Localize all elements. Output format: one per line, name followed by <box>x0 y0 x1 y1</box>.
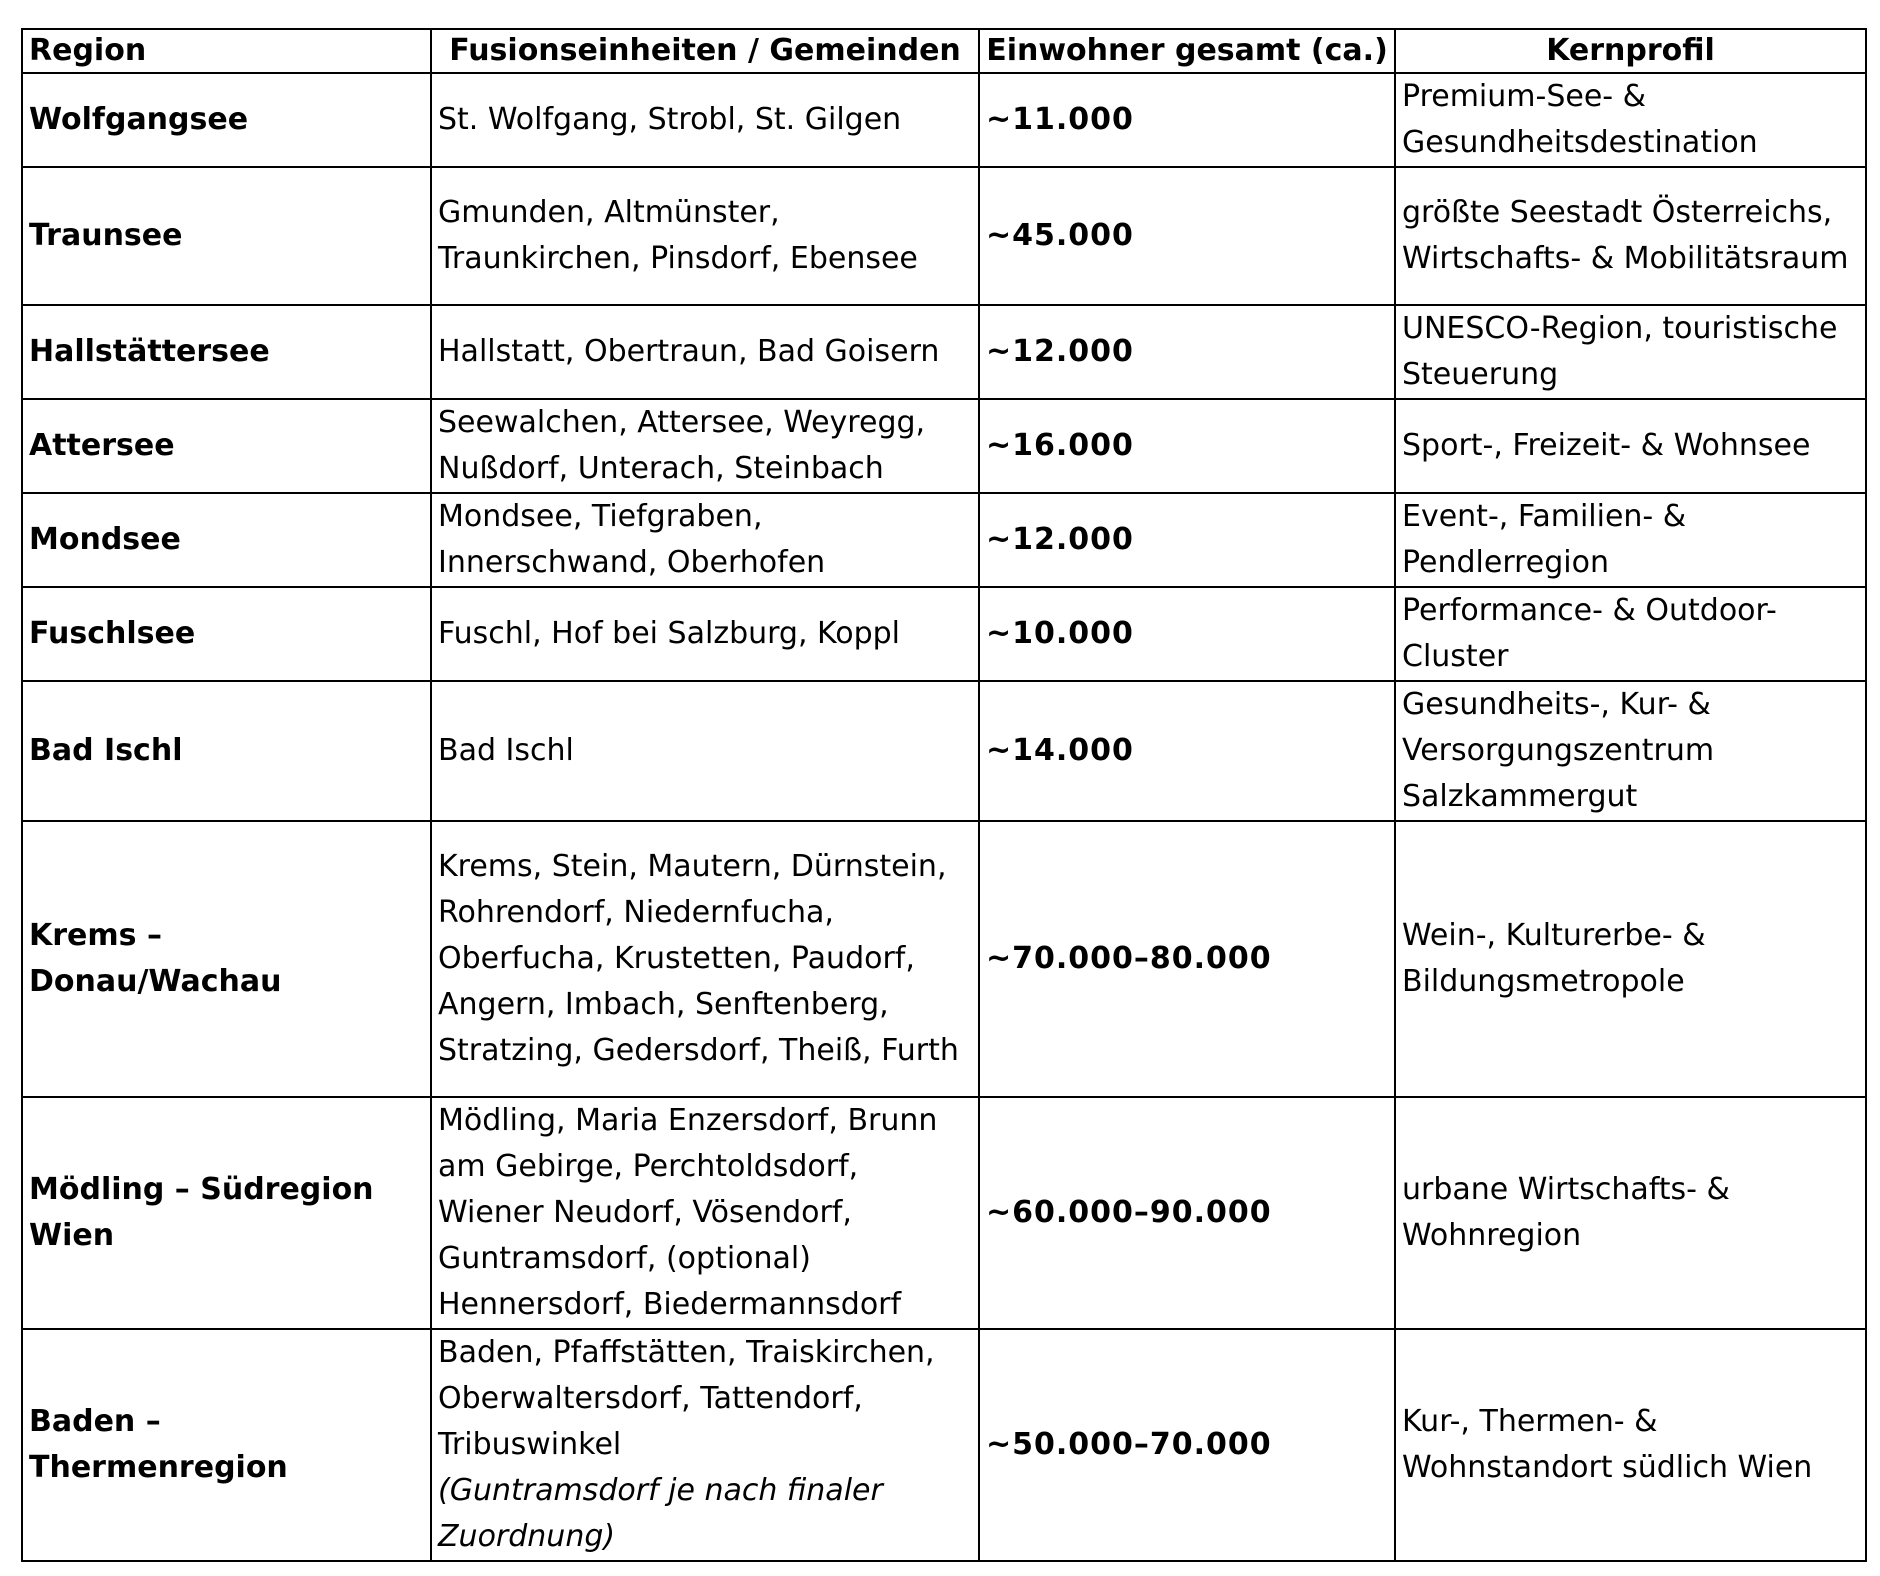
table-row <box>22 681 1866 821</box>
cell-gemeinden: Fuschl, Hof bei Salzburg, Koppl <box>431 587 979 681</box>
cell-gemeinden: St. Wolfgang, Strobl, St. Gilgen <box>431 73 979 167</box>
table-row <box>22 305 1866 399</box>
cell-einwohner: ~12.000 <box>979 305 1395 399</box>
cell-gemeinden: Krems, Stein, Mautern, Dürnstein, Rohrendorf, Niedernfucha, Oberfucha, Krustetten, Paudorf, Angern, Imbach, Senftenberg, Stratzing, Gedersdorf, Theiß, Furth <box>431 821 979 1097</box>
cell-kernprofil: Event-, Familien- & Pendlerregion <box>1395 493 1866 587</box>
cell-region: Attersee <box>22 399 431 493</box>
cell-einwohner: ~60.000–90.000 <box>979 1097 1395 1329</box>
header-kernprofil: Kernprofil <box>1395 29 1866 73</box>
cell-einwohner: ~12.000 <box>979 493 1395 587</box>
table-row <box>22 167 1866 305</box>
cell-einwohner: ~50.000–70.000 <box>979 1329 1395 1561</box>
table-row <box>22 73 1866 167</box>
table-row <box>22 399 1866 493</box>
cell-einwohner: ~16.000 <box>979 399 1395 493</box>
cell-gemeinden: Bad Ischl <box>431 681 979 821</box>
cell-einwohner: ~14.000 <box>979 681 1395 821</box>
cell-einwohner: ~70.000–80.000 <box>979 821 1395 1097</box>
table-row <box>22 1329 1866 1561</box>
cell-kernprofil: Kur-, Thermen- & Wohnstandort südlich Wien <box>1395 1329 1866 1561</box>
cell-gemeinden: Baden, Pfaffstätten, Traiskirchen, Oberwaltersdorf, Tattendorf, Tribuswinkel <box>438 1335 935 1462</box>
cell-einwohner: ~11.000 <box>979 73 1395 167</box>
cell-region: Mondsee <box>22 493 431 587</box>
cell-region: Baden – Thermenregion <box>22 1329 431 1561</box>
cell-region: Traunsee <box>22 167 431 305</box>
cell-gemeinden: Mondsee, Tiefgraben, Innerschwand, Oberhofen <box>431 493 979 587</box>
cell-gemeinden: Hallstatt, Obertraun, Bad Goisern <box>431 305 979 399</box>
cell-kernprofil: UNESCO-Region, touristische Steuerung <box>1395 305 1866 399</box>
table-header-row <box>22 29 1866 73</box>
table-row <box>22 1097 1866 1329</box>
cell-region: Wolfgangsee <box>22 73 431 167</box>
cell-kernprofil: größte Seestadt Österreichs, Wirtschafts- & Mobilitätsraum <box>1395 167 1866 305</box>
cell-einwohner: ~45.000 <box>979 167 1395 305</box>
header-region: Region <box>22 29 431 73</box>
cell-kernprofil: urbane Wirtschafts- & Wohnregion <box>1395 1097 1866 1329</box>
cell-region: Krems – Donau/Wachau <box>22 821 431 1097</box>
header-einwohner: Einwohner gesamt (ca.) <box>979 29 1395 73</box>
gemeinden-note: (Guntramsdorf je nach finaler Zuordnung) <box>438 1473 883 1554</box>
cell-gemeinden: Gmunden, Altmünster, Traunkirchen, Pinsdorf, Ebensee <box>431 167 979 305</box>
cell-kernprofil: Performance- & Outdoor-Cluster <box>1395 587 1866 681</box>
table-row <box>22 821 1866 1097</box>
cell-einwohner: ~10.000 <box>979 587 1395 681</box>
cell-region: Mödling – Südregion Wien <box>22 1097 431 1329</box>
cell-kernprofil: Sport-, Freizeit- & Wohnsee <box>1395 399 1866 493</box>
fusion-table <box>21 28 1867 1562</box>
cell-kernprofil: Gesundheits-, Kur- & Versorgungszentrum Salzkammergut <box>1395 681 1866 821</box>
header-gemeinden: Fusionseinheiten / Gemeinden <box>431 29 979 73</box>
cell-kernprofil: Wein-, Kulturerbe- & Bildungsmetropole <box>1395 821 1866 1097</box>
cell-gemeinden-with-note <box>431 1329 979 1561</box>
cell-kernprofil: Premium-See- & Gesundheitsdestination <box>1395 73 1866 167</box>
cell-region: Hallstättersee <box>22 305 431 399</box>
table-row <box>22 587 1866 681</box>
cell-gemeinden: Mödling, Maria Enzersdorf, Brunn am Gebirge, Perchtoldsdorf, Wiener Neudorf, Vösendorf, Guntramsdorf, (optional) Hennersdorf, Biedermannsdorf <box>431 1097 979 1329</box>
table-row <box>22 493 1866 587</box>
cell-region: Bad Ischl <box>22 681 431 821</box>
cell-region: Fuschlsee <box>22 587 431 681</box>
cell-gemeinden: Seewalchen, Attersee, Weyregg, Nußdorf, Unterach, Steinbach <box>431 399 979 493</box>
